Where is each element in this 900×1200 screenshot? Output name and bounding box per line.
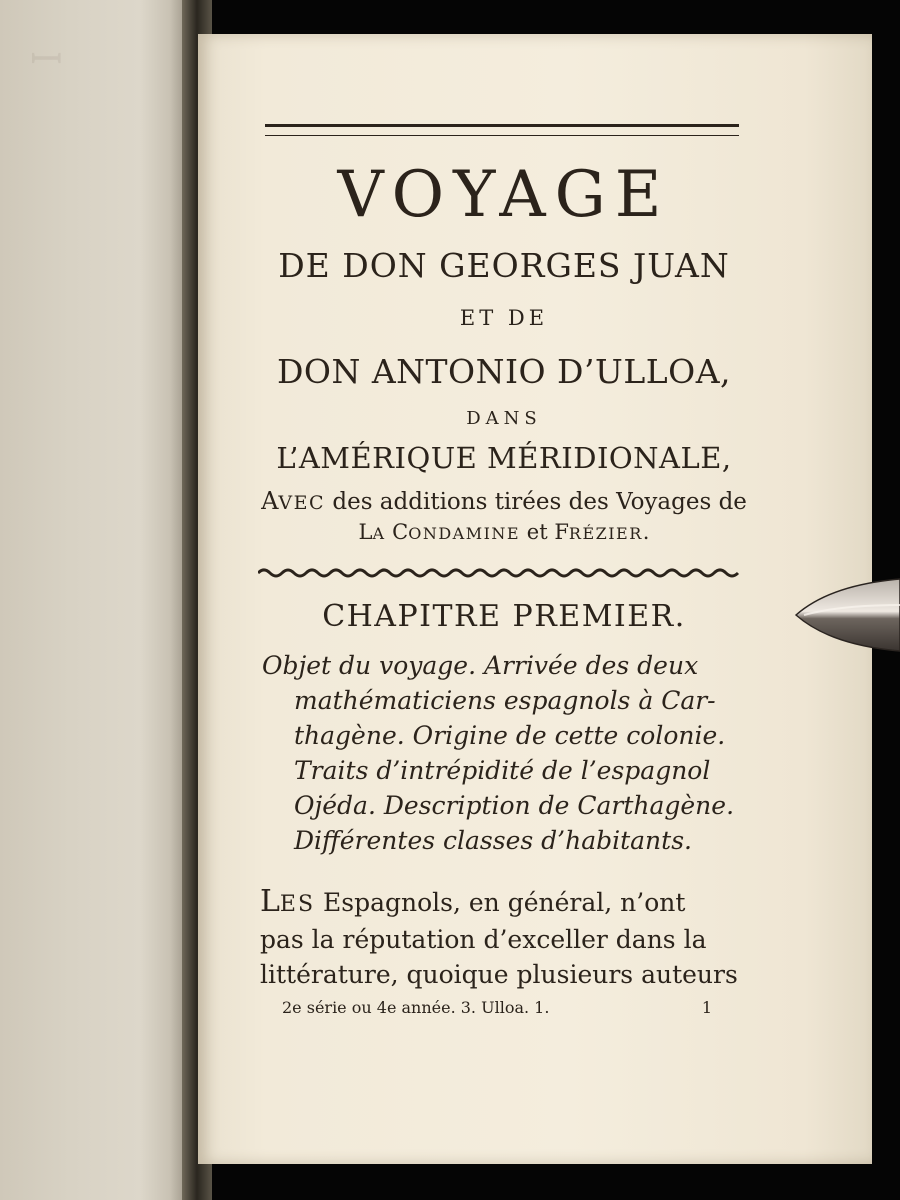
summary-line: Objet du voyage. Arrivée des deux: [262, 651, 699, 680]
avec-small-caps: VEC: [278, 492, 326, 514]
body-line: littérature, quoique plusieurs auteurs: [260, 960, 738, 989]
la-small-caps: A: [372, 524, 393, 543]
bleed-through-mark: ꟷ: [30, 37, 63, 83]
frezier-initial: F: [554, 520, 569, 544]
body-line: pas la réputation d’exceller dans la: [260, 925, 707, 954]
summary-line: Traits d’intrépidité de l’espagnol: [294, 756, 711, 785]
signature-mark: 2e série ou 4e année. 3. Ulloa. 1.: [282, 998, 550, 1017]
title-et-de: ET DE: [459, 306, 549, 330]
chapter-summary: [262, 648, 742, 858]
summary-line: thagène. Origine de cette colonie.: [294, 721, 726, 750]
la-initial: L: [358, 520, 373, 544]
additions-line: [258, 486, 750, 518]
title-line-ulloa: DON ANTONIO D’ULLOA,: [276, 352, 732, 391]
page-footer: [282, 998, 742, 1024]
et-conjunction: et: [520, 520, 555, 544]
title-line-juan: DE DON GEORGES JUAN: [278, 246, 730, 285]
drop-letter: L: [260, 884, 280, 919]
condamine-small-caps: ONDAMINE: [408, 524, 521, 543]
summary-line: mathématiciens espagnols à Car-: [294, 686, 716, 715]
title-dans: DANS: [466, 408, 542, 429]
body-paragraph: [260, 884, 740, 992]
condamine-period: .: [642, 520, 650, 544]
condamine-line: [258, 518, 750, 548]
letter-opener-blade: [790, 575, 900, 655]
top-double-rule: [265, 124, 739, 136]
chapter-heading: CHAPITRE PREMIER.: [322, 599, 686, 634]
body-small-caps: ES: [279, 892, 316, 917]
summary-line: Ojéda. Description de Carthagène.: [294, 791, 735, 820]
body-line-1-text: Espagnols, en général, n’ont: [315, 888, 686, 917]
summary-line: Différentes classes d’habitants.: [294, 826, 692, 855]
wavy-divider: [258, 564, 740, 582]
avec-initial: A: [261, 487, 279, 515]
left-page-cover: [0, 0, 200, 1200]
title-line-amerique: L’AMÉRIQUE MÉRIDIONALE,: [276, 441, 732, 475]
frezier-small-caps: RÉZIER: [568, 524, 643, 543]
book-title: VOYAGE: [337, 158, 671, 232]
additions-text: des additions tirées des Voyages de: [325, 489, 747, 515]
body-line: [260, 884, 740, 922]
condamine-initial: C: [392, 520, 409, 544]
page-number: 1: [701, 998, 712, 1017]
